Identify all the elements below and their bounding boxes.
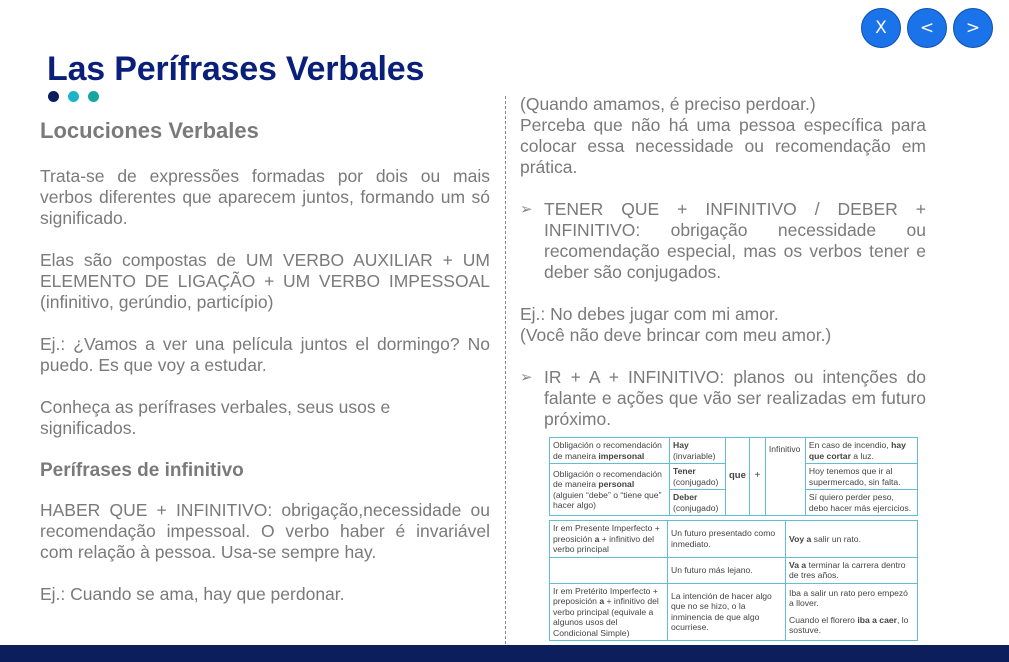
table-cell xyxy=(786,583,918,641)
table-cell: Ir em Presente Imperfecto + preosición a + infinitivo del verbo principal xyxy=(550,521,668,558)
title-decoration xyxy=(48,91,99,102)
footer-bar xyxy=(0,645,1009,662)
table-cell xyxy=(550,557,668,583)
table-cell: Un futuro más lejano. xyxy=(668,557,786,583)
decoration-dot xyxy=(68,91,79,102)
previous-button[interactable]: < xyxy=(907,8,947,48)
subsection-heading: Perífrases de infinitivo xyxy=(40,460,244,481)
table-cell: Voy a salir un rato. xyxy=(786,521,918,558)
close-button[interactable]: X xyxy=(861,8,901,48)
table-cell: La intención de hacer algo que no se hizo, o la inminencia de que algo ocurriese. xyxy=(668,583,786,641)
decoration-dot xyxy=(88,91,99,102)
ir-a-infinitive-table xyxy=(549,520,918,641)
column-divider xyxy=(505,96,506,644)
example-paragraph: Ej.: ¿Vamos a ver una película juntos el dormingo? No puedo. Es que voy a estudar. xyxy=(40,334,490,375)
table-cell: Sí quiero perder peso, debo hacer más ejercicios. xyxy=(805,490,917,516)
bullet-item xyxy=(520,199,926,283)
table-cell: Va a terminar la carrera dentro de tres años. xyxy=(786,557,918,583)
arrow-bullet-icon: ➢ xyxy=(520,368,533,386)
left-column xyxy=(40,118,490,626)
slide-navigation xyxy=(861,8,993,48)
table-cell: Deber (conjugado) xyxy=(670,490,726,516)
decoration-dot xyxy=(48,91,59,102)
example-paragraph: Ej.: Cuando se ama, hay que perdonar. xyxy=(40,584,345,604)
table-cell: Obligación o recomendación de maneira impersonal xyxy=(550,438,670,464)
table-cell: Hoy tenemos que ir al supermercado, sin falta. xyxy=(805,464,917,490)
arrow-bullet-icon: ➢ xyxy=(520,200,533,218)
example-line: Cuando el florero iba a caer, lo sostuve. xyxy=(789,614,909,636)
section-heading: Locuciones Verbales xyxy=(40,118,259,143)
table-cell: Infinitivo xyxy=(765,438,805,516)
paragraph: Trata-se de expressões formadas por dois ou mais verbos diferentes que aparecem juntos, formando um só significado. xyxy=(40,166,490,228)
bullet-item xyxy=(520,367,926,430)
translation-paragraph: (Você não deve brincar com meu amor.) xyxy=(520,325,832,345)
page-title: Las Perífrases Verbales xyxy=(47,50,425,88)
infinitive-periphrasis-table xyxy=(549,437,918,516)
paragraph: Elas são compostas de UM VERBO AUXILIAR + UM ELEMENTO DE LIGAÇÃO + UM VERBO IMPESSOAL (infinitivo, gerúndio, particípio) xyxy=(40,250,490,312)
example-paragraph: Ej.: No debes jugar com mi amor. xyxy=(520,304,779,324)
translation-paragraph: (Quando amamos, é preciso perdoar.) xyxy=(520,94,816,114)
right-column xyxy=(520,94,926,451)
paragraph: Perceba que não há uma pessoa específica para colocar essa necessidade ou recomendação em prática. xyxy=(520,115,926,177)
table-cell: Hay (invariable) xyxy=(670,438,726,464)
table-cell: + xyxy=(749,438,765,516)
table-cell: Tener (conjugado) xyxy=(670,464,726,490)
paragraph: HABER QUE + INFINITIVO: obrigação,necessidade ou recomendação impessoal. O verbo haber é invariável com relação à pessoa. Usa-se sempre hay. xyxy=(40,500,490,562)
table-cell: Ir em Pretérito Imperfecto + preposición a + infinitivo del verbo principal (equivale a algunos usos del Condicional Simple) xyxy=(550,583,668,641)
next-button[interactable]: > xyxy=(953,8,993,48)
table-cell: Obligación o recomendación de maneira personal (alguien “debe” o “tiene que” hacer algo) xyxy=(550,464,670,516)
table-cell: En caso de incendio, hay que cortar a luz. xyxy=(805,438,917,464)
bullet-text: IR + A + INFINITIVO: planos ou intenções do falante e ações que vão ser realizadas em futuro próximo. xyxy=(544,367,926,429)
table-cell: que xyxy=(726,438,750,516)
bullet-text: TENER QUE + INFINITIVO / DEBER + INFINITIVO: obrigação necessidade ou recomendação especial, mas os verbos tener e deber são conjugados. xyxy=(544,199,926,282)
example-line: Iba a salir un rato pero empezó a llover. xyxy=(789,587,908,609)
paragraph: Conheça as perífrases verbales, seus usos e significados. xyxy=(40,397,391,438)
table-cell: Un futuro presentado como inmediato. xyxy=(668,521,786,558)
